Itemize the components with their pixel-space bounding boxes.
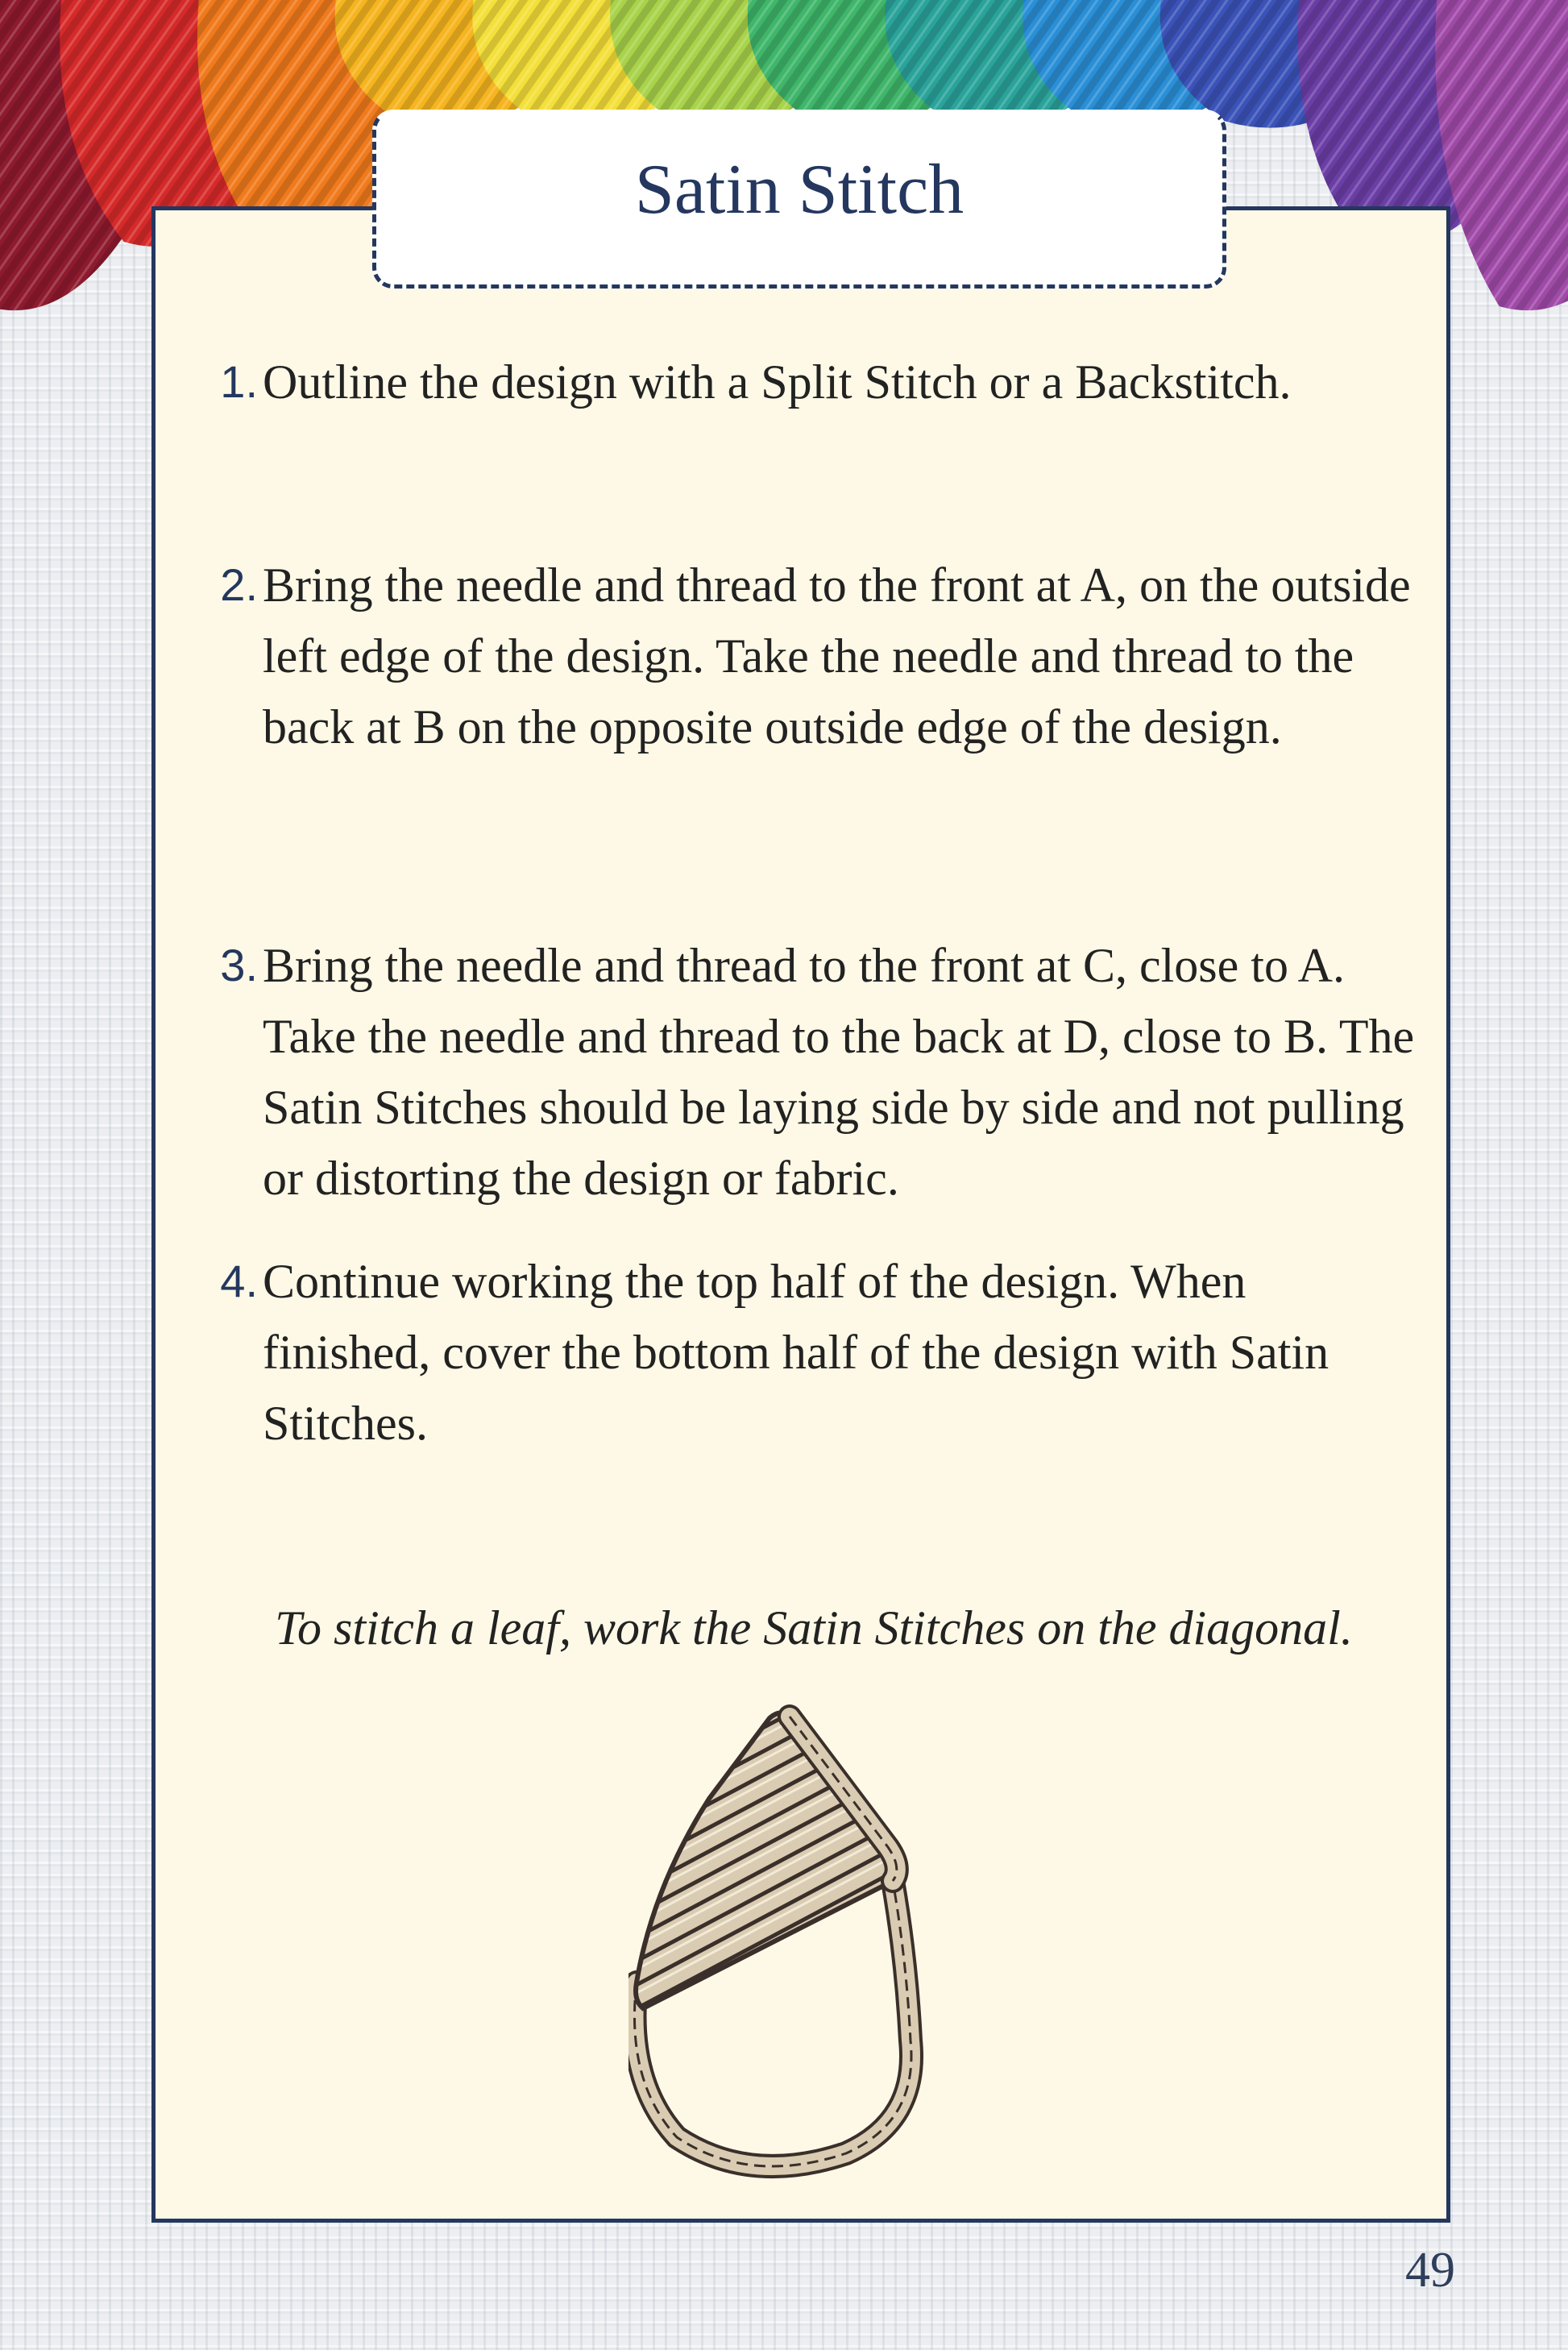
leaf-caption: To stitch a leaf, work the Satin Stitches on the diagonal.	[275, 1601, 1353, 1655]
step-number: 2.	[220, 559, 258, 610]
step-number: 4.	[220, 1256, 258, 1306]
satin-stitch-leaf-icon	[628, 1702, 951, 2186]
step-text: Outline the design with a Split Stitch or a Backstitch.	[263, 355, 1292, 409]
page-title: Satin Stitch	[634, 151, 964, 229]
step-text: Continue working the top half of the design. When finished, cover the bottom half of the design with Satin Stitches.	[263, 1255, 1329, 1450]
page-number: 49	[1405, 2243, 1455, 2298]
step-text: Bring the needle and thread to the front at A, on the outside left edge of the design. Take the needle and thread to the back at B on the opposite outside edge of the design.	[263, 558, 1411, 754]
step-number: 1.	[220, 356, 258, 407]
floss-twist-texture	[1435, 0, 1568, 310]
step-text: Bring the needle and thread to the front at C, close to A. Take the needle and thread to the back at D, close to B. The Satin Stitches should be laying side by side and not pulling or distorting the design or fabric.	[263, 939, 1415, 1205]
step-number: 3.	[220, 940, 258, 990]
